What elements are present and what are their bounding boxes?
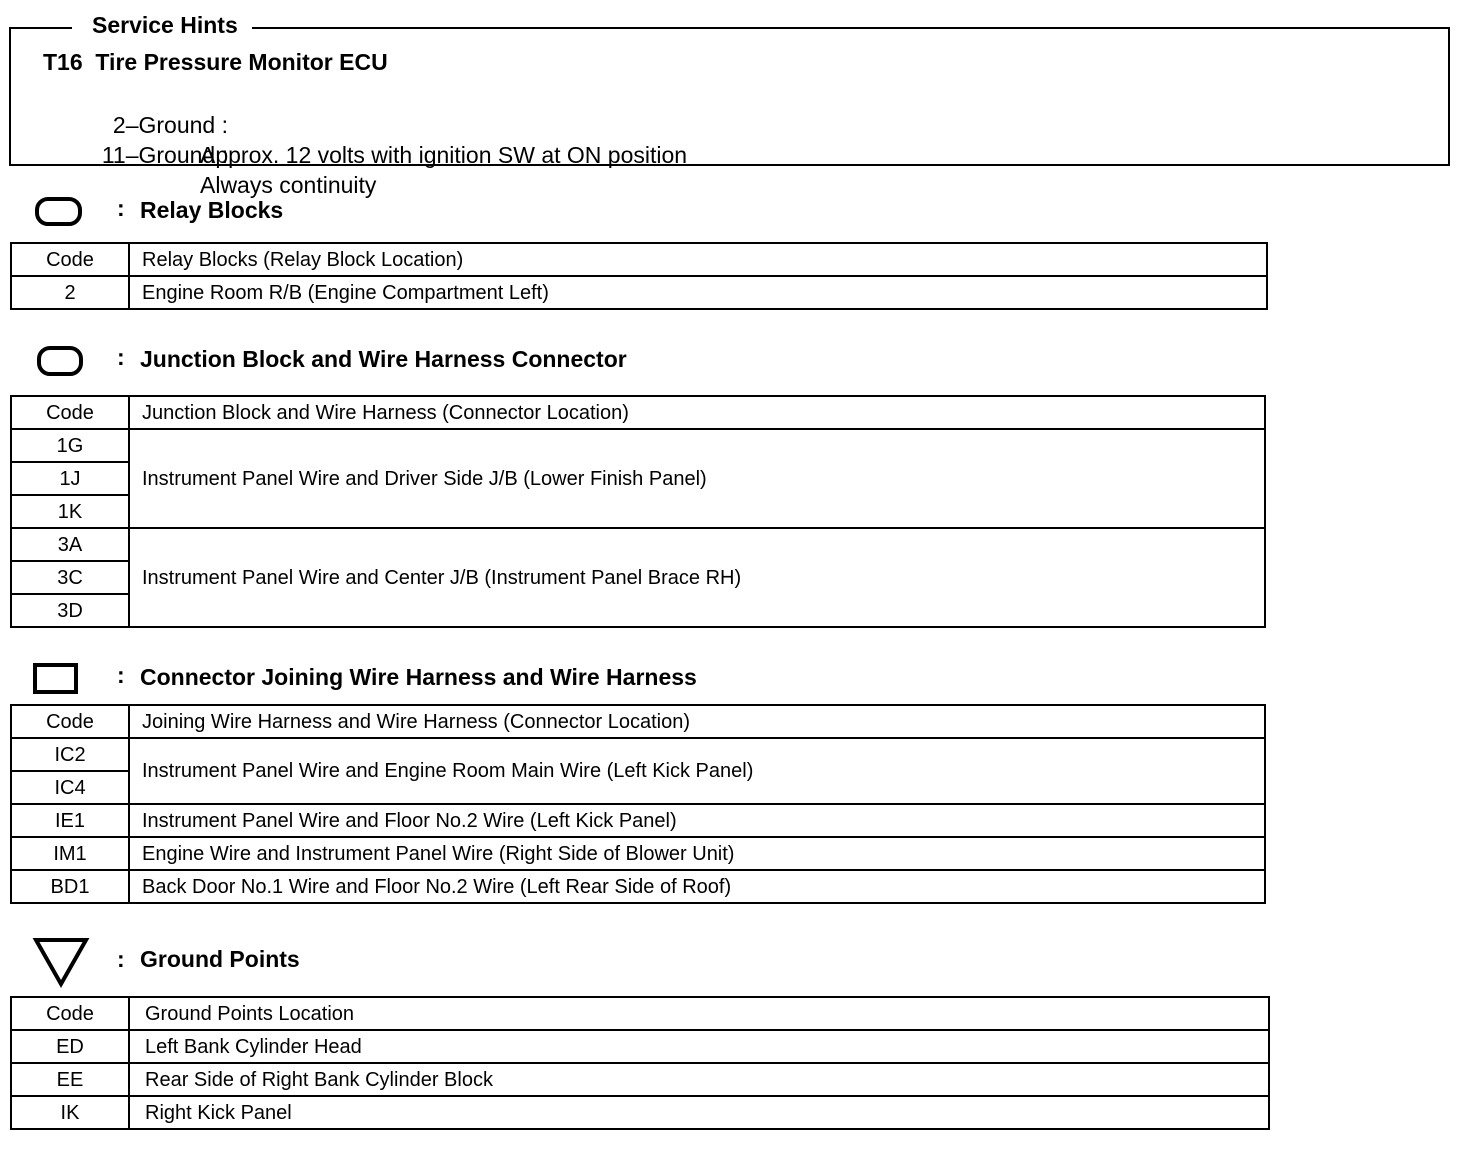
relay-blocks-table bbox=[10, 242, 1268, 310]
component-name: Tire Pressure Monitor ECU bbox=[95, 49, 388, 75]
table-row bbox=[11, 1096, 1269, 1129]
code-header: Code bbox=[11, 997, 129, 1030]
relay-blocks-title: Relay Blocks bbox=[140, 197, 284, 223]
junction-block-colon: : bbox=[117, 344, 125, 370]
code-cell: IM1 bbox=[11, 837, 129, 870]
junction-block-symbol-icon bbox=[36, 344, 86, 378]
location-cell: Engine Room R/B (Engine Compartment Left) bbox=[129, 276, 1267, 309]
location-cell: Instrument Panel Wire and Driver Side J/B (Lower Finish Panel) bbox=[129, 429, 1265, 528]
table-row bbox=[11, 738, 1265, 771]
table-row bbox=[11, 804, 1265, 837]
code-cell: EE bbox=[11, 1063, 129, 1096]
location-cell: Right Kick Panel bbox=[129, 1096, 1269, 1129]
code-cell: IC2 bbox=[11, 738, 129, 771]
joining-connector-table bbox=[10, 704, 1266, 904]
code-header: Code bbox=[11, 243, 129, 276]
code-cell: 3C bbox=[11, 561, 129, 594]
code-cell: IC4 bbox=[11, 771, 129, 804]
code-cell: 1G bbox=[11, 429, 129, 462]
location-header: Joining Wire Harness and Wire Harness (Connector Location) bbox=[129, 705, 1265, 738]
table-row bbox=[11, 1063, 1269, 1096]
location-cell: Engine Wire and Instrument Panel Wire (Right Side of Blower Unit) bbox=[129, 837, 1265, 870]
hint-terminal: 2–Ground : bbox=[112, 112, 228, 138]
joining-connector-symbol-icon bbox=[32, 662, 82, 696]
code-cell: BD1 bbox=[11, 870, 129, 903]
hint-description: Always continuity bbox=[200, 172, 377, 198]
location-cell: Back Door No.1 Wire and Floor No.2 Wire (Left Rear Side of Roof) bbox=[129, 870, 1265, 903]
code-cell: IE1 bbox=[11, 804, 129, 837]
code-cell: 3A bbox=[11, 528, 129, 561]
ground-point-symbol-icon bbox=[32, 937, 92, 989]
code-cell: 3D bbox=[11, 594, 129, 627]
location-header: Relay Blocks (Relay Block Location) bbox=[129, 243, 1267, 276]
location-cell: Left Bank Cylinder Head bbox=[129, 1030, 1269, 1063]
table-header-row bbox=[11, 705, 1265, 738]
table-row bbox=[11, 528, 1265, 561]
location-header: Junction Block and Wire Harness (Connector Location) bbox=[129, 396, 1265, 429]
table-row bbox=[11, 276, 1267, 309]
table-row bbox=[11, 837, 1265, 870]
location-cell: Rear Side of Right Bank Cylinder Block bbox=[129, 1063, 1269, 1096]
relay-block-symbol-icon bbox=[34, 195, 84, 229]
hint-description: Approx. 12 volts with ignition SW at ON position bbox=[200, 142, 688, 168]
ground-points-title: Ground Points bbox=[140, 946, 300, 972]
location-header: Ground Points Location bbox=[129, 997, 1269, 1030]
joining-connector-title: Connector Joining Wire Harness and Wire Harness bbox=[140, 664, 697, 690]
junction-block-table bbox=[10, 395, 1266, 628]
code-cell: 2 bbox=[11, 276, 129, 309]
code-cell: IK bbox=[11, 1096, 129, 1129]
ground-points-table bbox=[10, 996, 1270, 1130]
code-cell: ED bbox=[11, 1030, 129, 1063]
relay-blocks-colon: : bbox=[117, 195, 125, 221]
code-header: Code bbox=[11, 705, 129, 738]
ground-points-colon: : bbox=[117, 946, 125, 972]
location-cell: Instrument Panel Wire and Center J/B (Instrument Panel Brace RH) bbox=[129, 528, 1265, 627]
joining-connector-colon: : bbox=[117, 662, 125, 688]
code-header: Code bbox=[11, 396, 129, 429]
table-row bbox=[11, 429, 1265, 462]
junction-block-title: Junction Block and Wire Harness Connector bbox=[140, 346, 627, 372]
location-cell: Instrument Panel Wire and Engine Room Main Wire (Left Kick Panel) bbox=[129, 738, 1265, 804]
table-header-row bbox=[11, 396, 1265, 429]
service-hints-title: Service Hints bbox=[72, 10, 252, 40]
table-row bbox=[11, 870, 1265, 903]
component-heading bbox=[43, 47, 388, 77]
hint-terminal: 11–Ground : bbox=[101, 142, 228, 168]
table-row bbox=[11, 1030, 1269, 1063]
table-header-row bbox=[11, 243, 1267, 276]
component-code: T16 bbox=[43, 49, 83, 75]
code-cell: 1K bbox=[11, 495, 129, 528]
location-cell: Instrument Panel Wire and Floor No.2 Wire (Left Kick Panel) bbox=[129, 804, 1265, 837]
table-header-row bbox=[11, 997, 1269, 1030]
code-cell: 1J bbox=[11, 462, 129, 495]
